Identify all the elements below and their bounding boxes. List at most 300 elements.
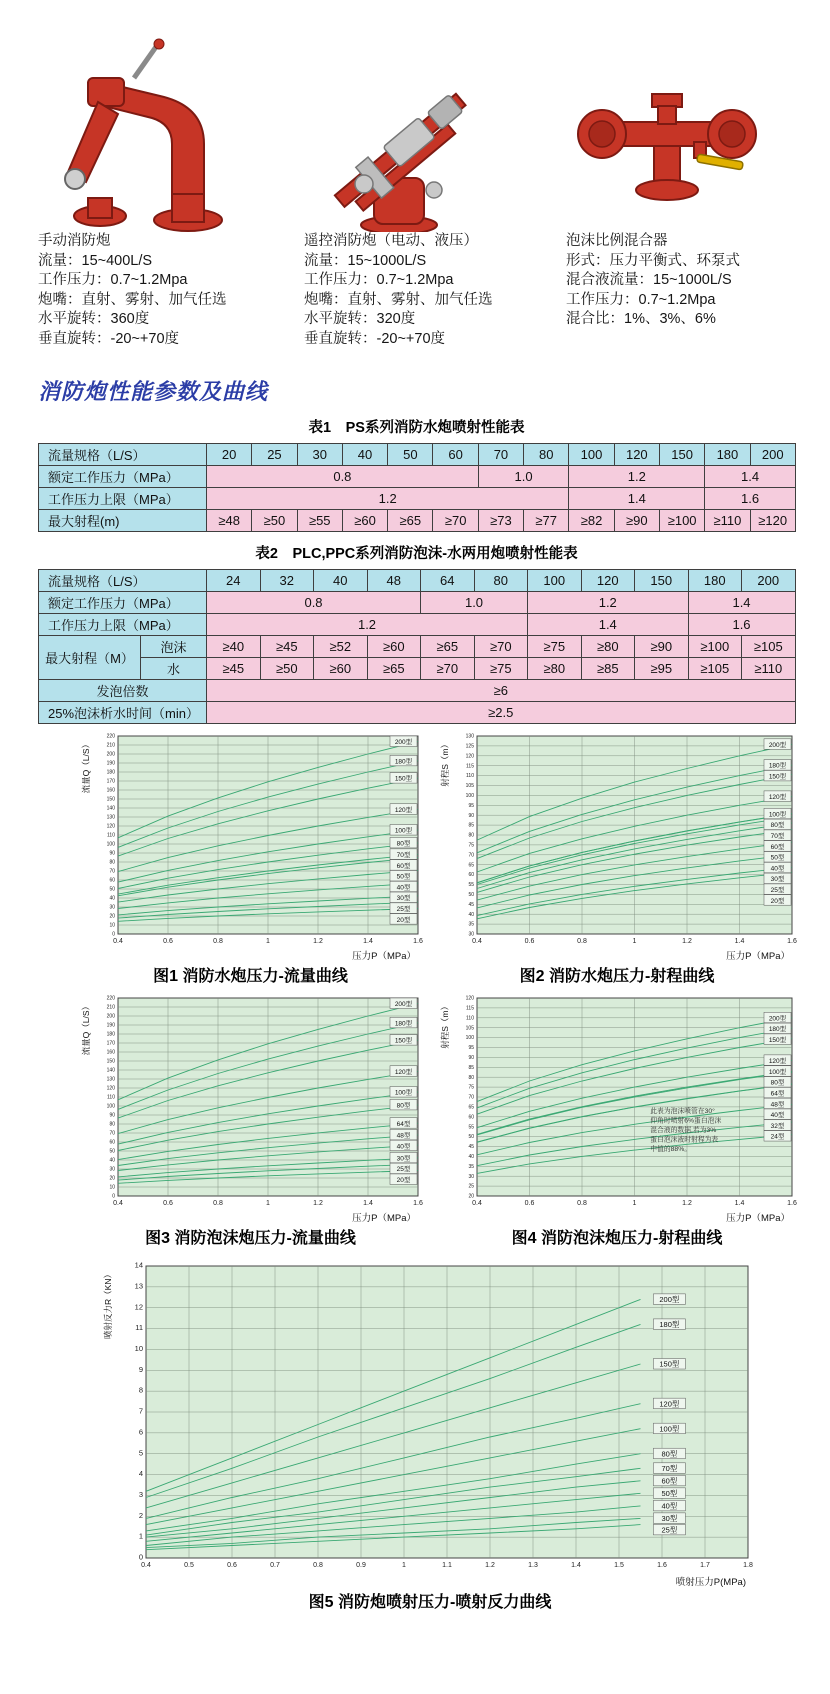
table-cell: 1.6: [705, 488, 796, 510]
table-cell: 发泡倍数: [39, 680, 207, 702]
svg-text:流量Q（L/S）: 流量Q（L/S）: [81, 1002, 91, 1056]
table-cell: 80: [524, 444, 569, 466]
svg-text:1.3: 1.3: [528, 1562, 538, 1569]
svg-text:射程S（m）: 射程S（m）: [440, 740, 450, 787]
svg-text:180型: 180型: [768, 762, 787, 770]
valve-wheel: [426, 182, 442, 198]
figure1-caption: 图1 消防水炮压力-流量曲线: [153, 968, 348, 985]
svg-text:40型: 40型: [770, 865, 785, 873]
svg-text:90: 90: [468, 812, 474, 819]
svg-text:120型: 120型: [394, 806, 413, 814]
table-cell: 50: [388, 444, 433, 466]
svg-text:1.6: 1.6: [787, 938, 797, 945]
table-cell: 工作压力上限（MPa）: [39, 488, 207, 510]
svg-text:6: 6: [138, 1427, 143, 1437]
svg-text:0.6: 0.6: [163, 938, 173, 945]
svg-text:20: 20: [468, 1193, 474, 1200]
svg-text:60: 60: [109, 1139, 115, 1146]
svg-text:1: 1: [632, 938, 637, 945]
table-cell: ≥73: [478, 510, 523, 532]
table-cell: ≥90: [635, 636, 689, 658]
figure5-box: [100, 1258, 760, 1612]
svg-text:0.6: 0.6: [163, 1200, 173, 1207]
table-cell: 80: [474, 570, 528, 592]
table-row: [39, 614, 796, 636]
svg-text:0.4: 0.4: [472, 938, 482, 945]
table-cell: 泡沫: [141, 636, 207, 658]
product-name: 遥控消防炮（电动、液压）: [304, 233, 478, 249]
product-spec: 流量：15~1000L/S: [304, 252, 427, 269]
svg-text:2: 2: [138, 1510, 143, 1520]
table-cell: 32: [260, 570, 314, 592]
svg-text:160: 160: [106, 1049, 115, 1056]
figure2-caption: 图2 消防水炮压力-射程曲线: [519, 968, 715, 985]
table-cell: ≥75: [474, 658, 528, 680]
manual-monitor-photo: [38, 26, 290, 232]
table-row: [39, 466, 796, 488]
svg-text:140: 140: [106, 1067, 115, 1074]
svg-text:60: 60: [468, 872, 474, 879]
svg-text:1.8: 1.8: [743, 1562, 753, 1569]
svg-text:150型: 150型: [768, 773, 787, 781]
table-cell: 150: [635, 570, 689, 592]
table-cell: ≥65: [421, 636, 475, 658]
svg-text:220: 220: [106, 733, 115, 740]
table-cell: 30: [297, 444, 342, 466]
table-cell: 水: [141, 658, 207, 680]
svg-text:75: 75: [468, 842, 474, 849]
svg-text:1: 1: [266, 1200, 270, 1207]
svg-text:0: 0: [112, 931, 115, 938]
svg-text:4: 4: [138, 1469, 143, 1479]
table-cell: 1.4: [528, 614, 689, 636]
svg-text:80型: 80型: [396, 840, 411, 848]
table2-title: 表2 PLC,PPC系列消防泡沫-水两用炮喷射性能表: [255, 546, 578, 562]
svg-text:0.5: 0.5: [184, 1562, 194, 1569]
table-row: [39, 702, 796, 724]
svg-text:80型: 80型: [770, 1079, 785, 1087]
svg-text:0.4: 0.4: [141, 1562, 151, 1569]
table-cell: ≥100: [688, 636, 742, 658]
table-cell: ≥50: [260, 658, 314, 680]
svg-text:40型: 40型: [661, 1501, 678, 1511]
svg-text:1.4: 1.4: [734, 938, 745, 945]
svg-text:0.8: 0.8: [577, 1200, 587, 1207]
chart-row-2: [78, 992, 830, 1248]
table-cell: ≥110: [705, 510, 750, 532]
svg-text:170: 170: [106, 778, 115, 785]
svg-text:30型: 30型: [396, 1155, 411, 1163]
foam-proportioner-photo: [566, 26, 814, 232]
chart-row-1: [78, 730, 830, 986]
svg-text:100: 100: [106, 1103, 115, 1110]
svg-text:60型: 60型: [770, 843, 785, 851]
svg-text:9: 9: [138, 1364, 143, 1374]
svg-text:20: 20: [109, 1175, 115, 1182]
svg-text:1.6: 1.6: [657, 1562, 667, 1569]
svg-text:35: 35: [468, 1163, 474, 1170]
svg-text:0.9: 0.9: [356, 1562, 366, 1569]
svg-text:200: 200: [106, 1013, 115, 1020]
svg-text:1.2: 1.2: [682, 1200, 692, 1207]
svg-text:30: 30: [468, 1173, 474, 1180]
figure1-water-flow-chart: [78, 730, 423, 962]
svg-text:50型: 50型: [661, 1488, 678, 1498]
svg-text:200型: 200型: [768, 1015, 787, 1023]
svg-text:30: 30: [109, 1166, 115, 1173]
product-card-manual-monitor: [38, 26, 290, 349]
svg-text:120: 120: [106, 823, 115, 830]
svg-text:130: 130: [106, 1076, 115, 1083]
valve-wheel: [355, 175, 373, 193]
table-cell: ≥100: [659, 510, 704, 532]
table2-plc-ppc-series: [38, 569, 796, 724]
svg-text:100型: 100型: [659, 1424, 680, 1434]
svg-text:50: 50: [109, 886, 115, 893]
svg-text:60型: 60型: [661, 1476, 678, 1486]
table1-title: 表1 PS系列消防水炮喷射性能表: [308, 420, 525, 436]
svg-text:25型: 25型: [396, 905, 411, 913]
svg-text:射程S（m）: 射程S（m）: [440, 1002, 450, 1049]
svg-text:70型: 70型: [396, 851, 411, 859]
table-cell: ≥110: [742, 658, 796, 680]
table-cell: 额定工作压力（MPa）: [39, 592, 207, 614]
svg-text:1.4: 1.4: [363, 938, 373, 945]
svg-text:55: 55: [468, 1124, 474, 1131]
svg-text:70型: 70型: [661, 1463, 678, 1473]
table-cell: ≥65: [367, 658, 421, 680]
table-row: [39, 444, 796, 466]
svg-text:120型: 120型: [768, 1057, 787, 1065]
table-cell: ≥55: [297, 510, 342, 532]
svg-text:喷射压力P(MPa): 喷射压力P(MPa): [675, 1577, 746, 1588]
table-cell: ≥120: [750, 510, 795, 532]
svg-text:120: 120: [106, 1085, 115, 1092]
svg-text:40: 40: [468, 1154, 474, 1160]
figure4-box: [437, 992, 797, 1248]
svg-text:40型: 40型: [396, 884, 411, 892]
table-cell: 48: [367, 570, 421, 592]
table-cell: ≥80: [581, 636, 635, 658]
table-cell: ≥75: [528, 636, 582, 658]
svg-text:30: 30: [109, 904, 115, 911]
svg-text:25: 25: [468, 1183, 474, 1190]
table-cell: 1.2: [207, 488, 569, 510]
svg-text:80: 80: [109, 1121, 115, 1128]
svg-text:0.6: 0.6: [227, 1562, 237, 1569]
table-cell: 25%泡沫析水时间（min）: [39, 702, 207, 724]
svg-text:180型: 180型: [768, 1026, 787, 1034]
product-spec: 垂直旋转：-20~+70度: [304, 330, 446, 347]
svg-text:20: 20: [109, 913, 115, 920]
svg-text:100型: 100型: [394, 827, 413, 835]
svg-text:3: 3: [138, 1490, 143, 1500]
table-cell: 1.4: [705, 466, 796, 488]
svg-text:1.2: 1.2: [313, 938, 323, 945]
table-cell: 120: [614, 444, 659, 466]
svg-text:110: 110: [466, 773, 474, 780]
table-cell: 1.2: [528, 592, 689, 614]
svg-text:170: 170: [106, 1040, 115, 1047]
svg-text:0.6: 0.6: [524, 938, 535, 945]
product-spec: 炮嘴：直射、雾射、加气任选: [38, 291, 227, 308]
svg-text:1.4: 1.4: [363, 1200, 373, 1207]
svg-text:95: 95: [468, 802, 474, 809]
svg-text:190: 190: [106, 1022, 115, 1029]
svg-text:流量Q（L/S）: 流量Q（L/S）: [81, 740, 91, 794]
svg-text:0.8: 0.8: [213, 938, 223, 945]
table-cell: ≥95: [635, 658, 689, 680]
table-cell: 1.6: [688, 614, 795, 636]
svg-text:10: 10: [109, 922, 115, 929]
svg-text:0.6: 0.6: [524, 1200, 535, 1207]
table1-block: [38, 416, 795, 532]
table-cell: ≥70: [433, 510, 478, 532]
svg-text:0.4: 0.4: [113, 938, 123, 945]
svg-text:130: 130: [465, 733, 474, 740]
table-cell: 200: [750, 444, 795, 466]
svg-text:120型: 120型: [394, 1068, 413, 1076]
svg-text:压力P（MPa）: 压力P（MPa）: [352, 951, 416, 962]
svg-text:48型: 48型: [396, 1132, 411, 1140]
table-row: [39, 592, 796, 614]
svg-text:40: 40: [468, 911, 474, 918]
product-spec: 水平旋转：320度: [304, 311, 416, 327]
svg-text:220: 220: [106, 995, 115, 1002]
table-cell: ≥2.5: [207, 702, 796, 724]
product-spec: 炮嘴：直射、雾射、加气任选: [304, 291, 493, 308]
svg-text:仰角时喷射6%蛋白泡沫: 仰角时喷射6%蛋白泡沫: [650, 1117, 722, 1125]
foam-proportioner-image: [566, 82, 766, 232]
svg-text:100: 100: [106, 841, 115, 848]
svg-text:30: 30: [468, 931, 474, 938]
nozzle-tip: [65, 169, 85, 189]
svg-text:60: 60: [109, 877, 115, 884]
table-cell: 流量规格（L/S）: [39, 570, 207, 592]
svg-text:30型: 30型: [770, 876, 785, 884]
svg-text:1.2: 1.2: [485, 1562, 495, 1569]
figure5-caption: 图5 消防炮喷射压力-喷射反力曲线: [308, 1594, 552, 1611]
svg-text:7: 7: [138, 1406, 143, 1416]
table-cell: ≥70: [474, 636, 528, 658]
table-cell: ≥45: [260, 636, 314, 658]
svg-text:90: 90: [109, 1112, 115, 1119]
svg-text:0.7: 0.7: [270, 1562, 280, 1569]
svg-text:压力P（MPa）: 压力P（MPa）: [726, 951, 790, 962]
table-cell: ≥77: [524, 510, 569, 532]
svg-text:125: 125: [465, 743, 474, 750]
svg-text:50: 50: [468, 1134, 474, 1141]
figure3-box: [78, 992, 423, 1248]
svg-text:50型: 50型: [396, 873, 411, 881]
svg-text:5: 5: [138, 1448, 143, 1458]
svg-text:70: 70: [468, 1094, 474, 1101]
table-cell: 流量规格（L/S）: [39, 444, 207, 466]
table-cell: 最大射程(m): [39, 510, 207, 532]
svg-text:150型: 150型: [659, 1359, 680, 1369]
svg-text:200型: 200型: [394, 739, 413, 747]
svg-text:80型: 80型: [770, 822, 785, 830]
table-cell: ≥48: [207, 510, 252, 532]
figure4-caption: 图4 消防泡沫炮压力-射程曲线: [511, 1230, 723, 1247]
product-spec: 混合液流量：15~1000L/S: [566, 272, 732, 288]
table-cell: ≥82: [569, 510, 614, 532]
svg-text:70: 70: [109, 1130, 115, 1137]
table-row: [39, 570, 796, 592]
product-card-foam-proportioner: [566, 26, 814, 349]
svg-text:150型: 150型: [394, 775, 413, 783]
figure2-water-range-chart: [437, 730, 797, 962]
table-cell: ≥50: [252, 510, 297, 532]
product-spec: 形式：压力平衡式、环泵式: [566, 252, 740, 269]
table-cell: ≥60: [314, 658, 368, 680]
svg-text:40: 40: [109, 895, 115, 902]
table-cell: 1.4: [569, 488, 705, 510]
svg-text:1.1: 1.1: [442, 1562, 452, 1569]
svg-text:25型: 25型: [396, 1166, 411, 1174]
table-cell: 0.8: [207, 466, 479, 488]
svg-text:210: 210: [106, 1004, 115, 1011]
svg-text:95: 95: [468, 1045, 474, 1052]
table-row: [39, 488, 796, 510]
table-cell: ≥52: [314, 636, 368, 658]
svg-text:160: 160: [106, 787, 115, 794]
table-cell: 工作压力上限（MPa）: [39, 614, 207, 636]
svg-text:200型: 200型: [659, 1294, 680, 1304]
svg-text:中值的88%。: 中值的88%。: [650, 1145, 692, 1153]
svg-text:24型: 24型: [770, 1133, 785, 1141]
svg-text:1.6: 1.6: [787, 1200, 797, 1207]
figure2-box: [437, 730, 797, 986]
svg-text:45: 45: [468, 1144, 474, 1151]
table-cell: ≥70: [421, 658, 475, 680]
svg-text:110: 110: [107, 1094, 115, 1101]
table-row: [39, 510, 796, 532]
svg-text:1.6: 1.6: [413, 1200, 423, 1207]
svg-text:100型: 100型: [768, 811, 787, 819]
svg-text:25型: 25型: [770, 887, 785, 895]
svg-text:100: 100: [465, 1035, 474, 1042]
svg-text:0.4: 0.4: [113, 1200, 123, 1207]
svg-text:1.5: 1.5: [614, 1562, 624, 1569]
svg-text:20型: 20型: [770, 897, 785, 905]
svg-text:150: 150: [106, 1058, 115, 1065]
table-row: [39, 636, 796, 658]
svg-text:1: 1: [632, 1200, 637, 1207]
product-spec: 工作压力：0.7~1.2Mpa: [38, 272, 188, 288]
table-cell: 1.4: [688, 592, 795, 614]
table-cell: 1.2: [207, 614, 528, 636]
svg-text:90: 90: [468, 1055, 474, 1061]
product-name: 泡沫比例混合器: [566, 233, 668, 249]
table-cell: 40: [314, 570, 368, 592]
figure3-foam-flow-chart: [78, 992, 423, 1224]
svg-text:75: 75: [468, 1084, 474, 1091]
svg-text:180型: 180型: [394, 758, 413, 766]
product-card-remote-monitor: [304, 26, 552, 349]
svg-text:此表为泡沫喷管在30°: 此表为泡沫喷管在30°: [650, 1107, 715, 1115]
table-cell: 150: [659, 444, 704, 466]
svg-text:200型: 200型: [394, 1001, 413, 1009]
table1-ps-series: [38, 443, 796, 532]
svg-text:180: 180: [106, 769, 115, 776]
svg-text:20型: 20型: [396, 1177, 411, 1185]
svg-text:100: 100: [465, 793, 474, 799]
svg-text:蛋白泡沫液时射程为表: 蛋白泡沫液时射程为表: [650, 1136, 719, 1144]
svg-text:14: 14: [134, 1260, 143, 1270]
svg-text:0: 0: [138, 1552, 143, 1562]
svg-text:130: 130: [106, 814, 115, 821]
svg-text:64型: 64型: [770, 1090, 785, 1098]
table-cell: 24: [207, 570, 261, 592]
svg-text:混合液的数据,若为3%: 混合液的数据,若为3%: [650, 1126, 717, 1134]
hand-lever: [134, 44, 158, 78]
figure4-foam-range-chart: [437, 992, 797, 1224]
svg-text:70: 70: [109, 868, 115, 875]
svg-text:0.4: 0.4: [472, 1200, 482, 1207]
table-cell: ≥80: [528, 658, 582, 680]
figure5-reaction-force-chart: [100, 1258, 760, 1588]
svg-text:70: 70: [468, 852, 474, 859]
svg-text:150型: 150型: [394, 1037, 413, 1045]
remote-monitor-photo: [304, 26, 552, 232]
svg-text:70型: 70型: [770, 833, 785, 841]
svg-text:13: 13: [134, 1281, 143, 1291]
figure1-box: [78, 730, 423, 986]
svg-text:120: 120: [465, 995, 474, 1002]
svg-text:180型: 180型: [659, 1320, 680, 1329]
svg-text:110: 110: [466, 1015, 474, 1022]
svg-text:50: 50: [109, 1148, 115, 1155]
table-cell: ≥60: [367, 636, 421, 658]
table-cell: ≥40: [207, 636, 261, 658]
table-cell: 1.0: [478, 466, 569, 488]
svg-text:10: 10: [134, 1344, 143, 1354]
svg-text:1.7: 1.7: [700, 1562, 710, 1569]
svg-text:48型: 48型: [770, 1101, 785, 1109]
svg-text:30型: 30型: [661, 1513, 678, 1523]
svg-text:140: 140: [106, 805, 115, 812]
svg-text:12: 12: [134, 1302, 143, 1312]
svg-text:0.8: 0.8: [313, 1562, 323, 1569]
svg-text:120型: 120型: [768, 793, 787, 801]
table-cell: ≥6: [207, 680, 796, 702]
svg-text:85: 85: [468, 1064, 474, 1071]
svg-text:1: 1: [402, 1562, 406, 1569]
svg-text:1.4: 1.4: [734, 1200, 745, 1207]
svg-text:110: 110: [107, 832, 115, 839]
svg-text:11: 11: [135, 1323, 143, 1333]
svg-text:65: 65: [468, 1104, 474, 1111]
svg-text:80型: 80型: [661, 1449, 678, 1459]
svg-text:100型: 100型: [394, 1089, 413, 1097]
table-cell: 180: [688, 570, 742, 592]
table-cell: 64: [421, 570, 475, 592]
table-cell: 60: [433, 444, 478, 466]
svg-text:80: 80: [468, 832, 474, 839]
svg-text:60: 60: [468, 1114, 474, 1121]
svg-text:80型: 80型: [396, 1102, 411, 1110]
table-cell: 25: [252, 444, 297, 466]
svg-text:喷射反力R（KN）: 喷射反力R（KN）: [103, 1270, 113, 1339]
svg-text:0.8: 0.8: [213, 1200, 223, 1207]
table-cell: ≥85: [581, 658, 635, 680]
svg-text:180: 180: [106, 1031, 115, 1038]
svg-text:105: 105: [465, 783, 474, 790]
svg-text:0: 0: [112, 1193, 115, 1200]
svg-text:压力P（MPa）: 压力P（MPa）: [726, 1213, 790, 1224]
svg-text:150: 150: [106, 796, 115, 803]
